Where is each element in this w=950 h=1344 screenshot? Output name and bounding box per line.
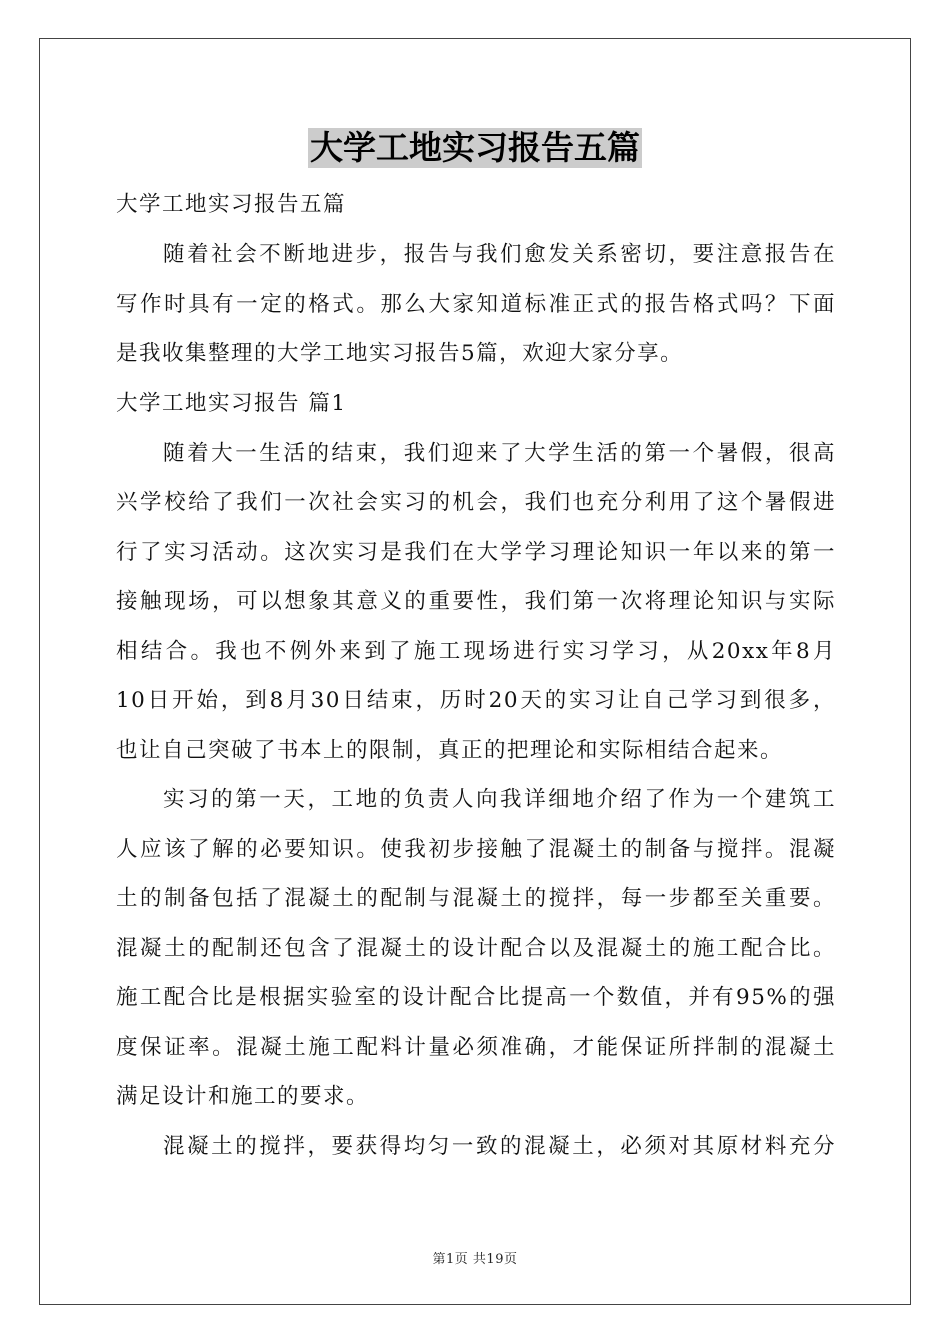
text-line: 是我收集整理的大学工地实习报告5篇，欢迎大家分享。 [116, 341, 684, 366]
text-line: 兴学校给了我们一次社会实习的机会，我们也充分利用了这个暑假进 [116, 490, 836, 515]
text-line: 接触现场，可以想象其意义的重要性，我们第一次将理论知识与实际 [116, 589, 836, 614]
text-line: 度保证率。混凝土施工配料计量必须准确，才能保证所拌制的混凝土 [116, 1034, 836, 1060]
text-line: 混凝土的搅拌，要获得均匀一致的混凝土，必须对其原材料充分 [163, 1133, 836, 1159]
text-line: 施工配合比是根据实验室的设计配合比提高一个数值，并有95%的强 [116, 985, 836, 1010]
section-heading: 大学工地实习报告 篇1 [116, 390, 347, 416]
document-body [116, 180, 836, 1171]
text-line: 随着社会不断地进步，报告与我们愈发关系密切，要注意报告在 [163, 242, 836, 267]
text-line: 实习的第一天，工地的负责人向我详细地介绍了作为一个建筑工 [163, 787, 836, 812]
text-line: 也让自己突破了书本上的限制，真正的把理论和实际相结合起来。 [116, 737, 784, 763]
text-line: 土的制备包括了混凝土的配制与混凝土的搅拌，每一步都至关重要。 [116, 886, 836, 911]
title-container [0, 128, 950, 168]
text-line: 混凝土的配制还包含了混凝土的设计配合以及混凝土的施工配合比。 [116, 935, 836, 961]
text-line: 10日开始，到8月30日结束，历时20天的实习让自己学习到很多， [116, 688, 836, 713]
document-title: 大学工地实习报告五篇 [310, 128, 640, 167]
page-footer: 第1页 共19页 [432, 1252, 518, 1267]
text-line: 写作时具有一定的格式。那么大家知道标准正式的报告格式吗？下面 [116, 291, 836, 317]
text-line: 行了实习活动。这次实习是我们在大学学习理论知识一年以来的第一 [116, 539, 836, 565]
section-heading: 大学工地实习报告五篇 [116, 192, 347, 217]
text-line: 满足设计和施工的要求。 [116, 1084, 370, 1109]
text-line: 随着大一生活的结束，我们迎来了大学生活的第一个暑假，很高 [163, 440, 836, 466]
text-line: 人应该了解的必要知识。使我初步接触了混凝土的制备与搅拌。混凝 [116, 836, 836, 862]
text-line: 相结合。我也不例外来到了施工现场进行实习学习，从20xx年8月 [116, 638, 836, 664]
